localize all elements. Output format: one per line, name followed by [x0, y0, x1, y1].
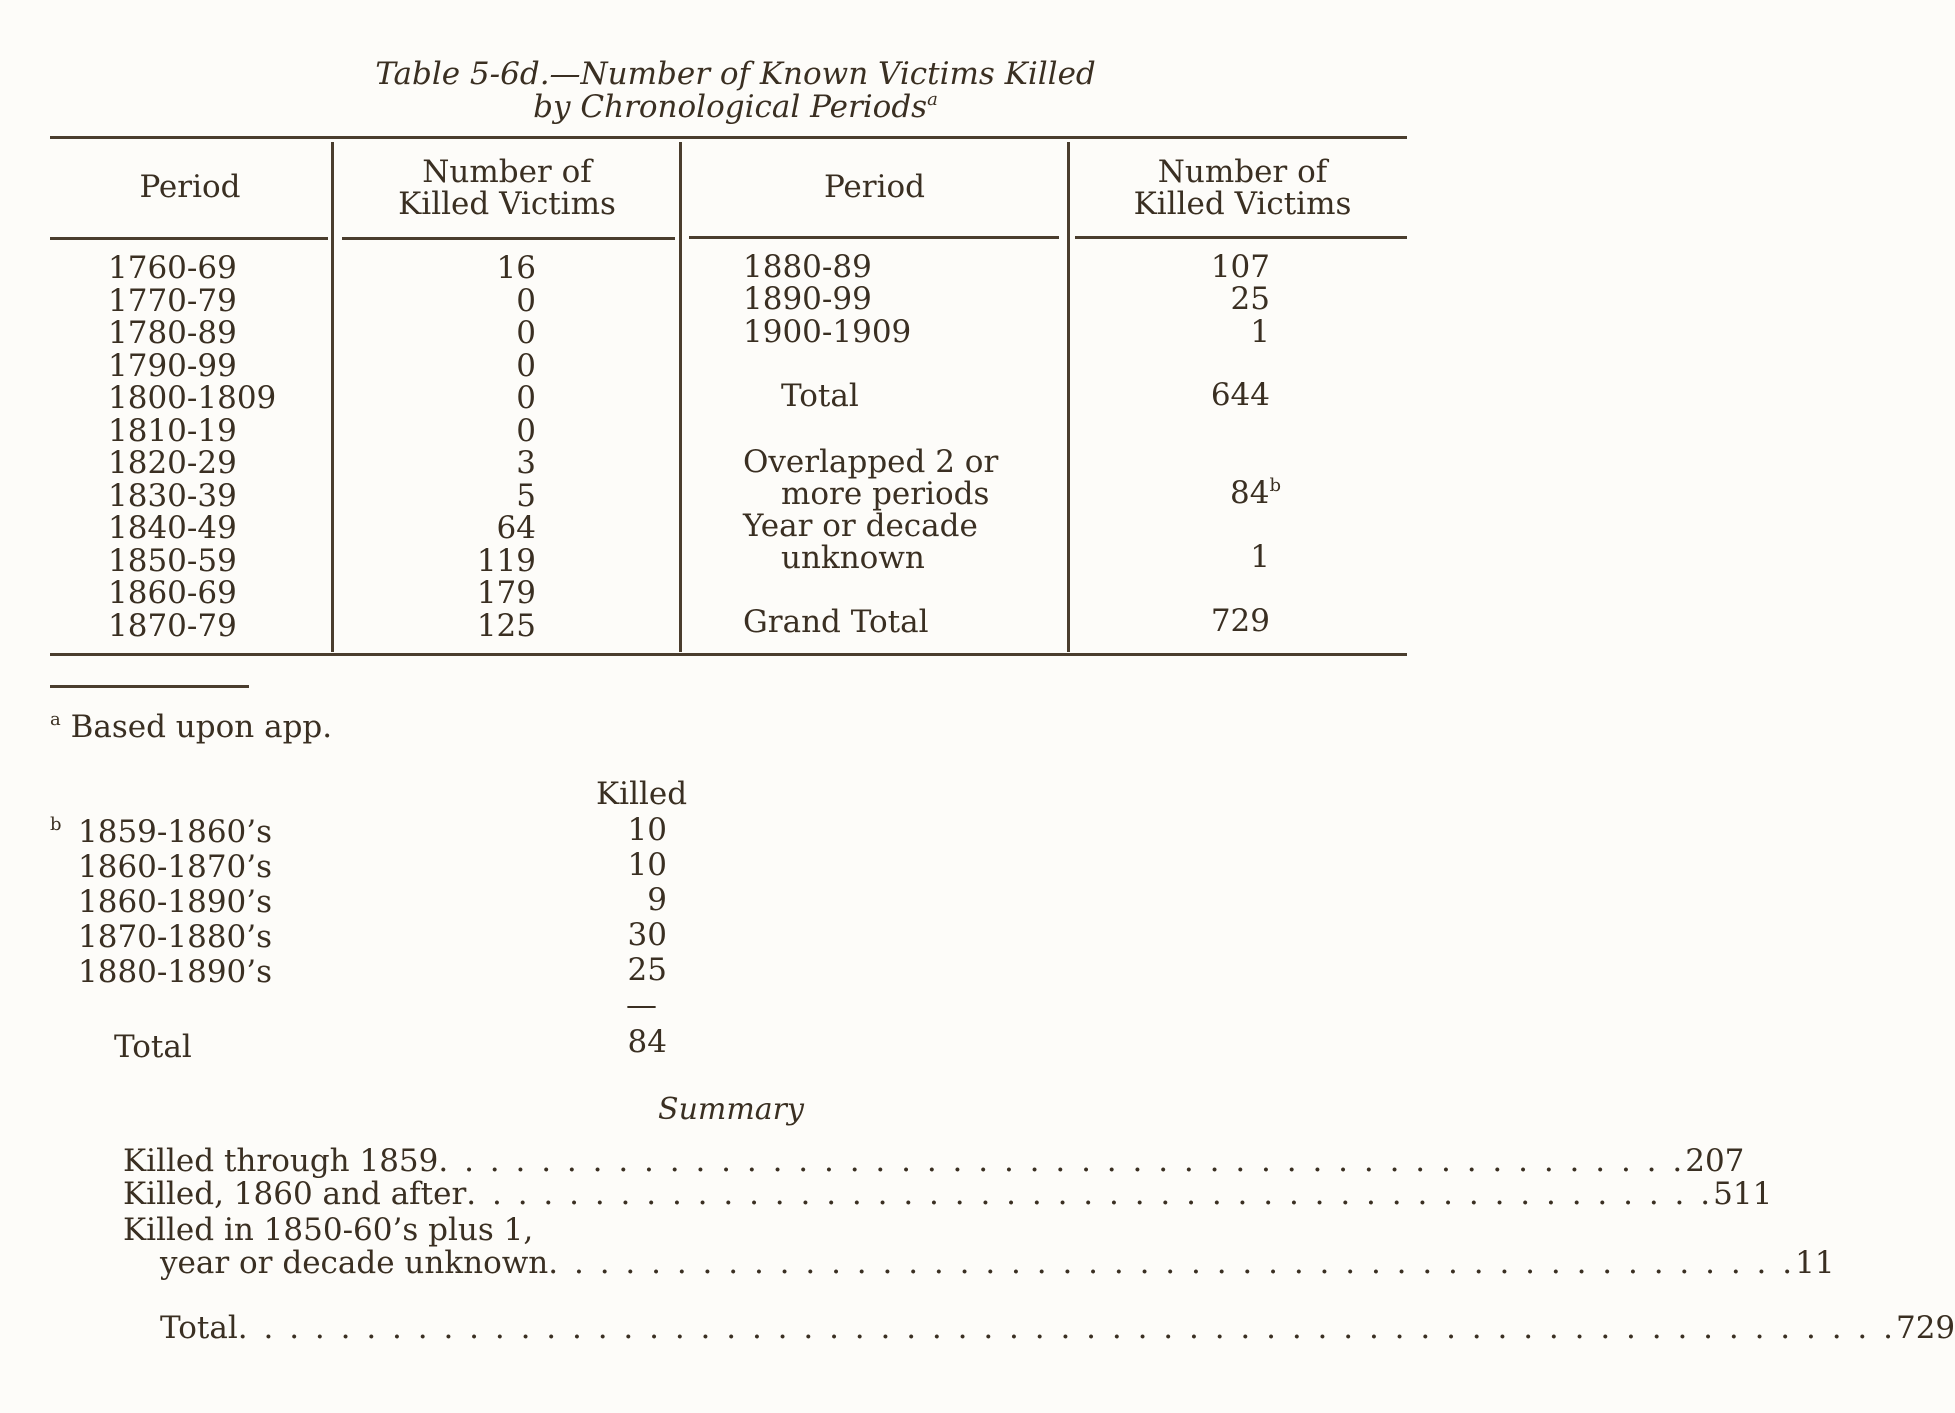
- table-row-killed: 0: [516, 282, 536, 319]
- footnote-b-total-value: 84: [627, 1024, 667, 1060]
- table-row-period: 1800-1809: [108, 380, 277, 416]
- footnote-a: $^a$ Based upon app.: [50, 709, 333, 745]
- table-row-killed: 3: [516, 445, 536, 481]
- table-row-period: 1900-1909: [743, 314, 912, 350]
- footnote-b-values: [600, 813, 667, 988]
- header-rule: [689, 236, 1059, 239]
- list-item-value: 9: [647, 882, 667, 918]
- summary-row: year or decade unknown . . . . . . . . . . . . . . . . . . . . . . . . . . . . . . . . . . . . . . . . . . . . . . . . . 11: [160, 1245, 1835, 1281]
- table-row-killed: 0: [516, 347, 536, 384]
- dot-leader: . . . . . . . . . . . . . . . . . . . . . . . . . . . . . . . . . . . . . . . . . . . . . . . . .: [466, 1176, 1714, 1212]
- footnote-b-marker: b: [50, 814, 62, 835]
- overlap-value: 84$^b$: [1230, 475, 1281, 511]
- list-item: 1870-1880’s: [78, 919, 273, 955]
- table-row-period: 1860-69: [108, 575, 237, 611]
- total-label: Total: [781, 378, 859, 414]
- table-row-period: 1840-49: [108, 510, 237, 546]
- footnote-b-total-label: Total: [114, 1029, 192, 1065]
- table-row-killed: 25: [1230, 281, 1270, 317]
- list-item-value: 10: [627, 812, 667, 848]
- table-row-killed: 0: [516, 412, 536, 449]
- summary-row-label-line1: Killed in 1850-60’s plus 1,: [123, 1212, 534, 1248]
- left-killed-column: [430, 252, 536, 642]
- table-row-period: 1760-69: [108, 250, 237, 286]
- header-killed-right: Number of Killed Victims: [1133, 154, 1352, 222]
- table-row-period: 1830-39: [108, 477, 237, 514]
- header-rule: [50, 237, 328, 240]
- list-item: 1860-1870’s: [78, 849, 273, 885]
- table-row-killed: 119: [476, 542, 536, 579]
- table-row-killed: 5: [516, 477, 536, 514]
- list-item: 1860-1890’s: [78, 884, 273, 920]
- footnote-divider: [50, 685, 249, 688]
- dot-leader: . . . . . . . . . . . . . . . . . . . . . . . . . . . . . . . . . . . . . . . . . . . . . . . . .: [548, 1245, 1796, 1281]
- table-row-period: 1870-79: [108, 607, 237, 644]
- header-rule: [342, 237, 675, 240]
- table-row-period: 1820-29: [108, 445, 237, 481]
- footnote-b-marker: b: [1269, 475, 1281, 496]
- table-row-period: 1790-99: [108, 347, 237, 384]
- list-item-value: 25: [627, 952, 667, 988]
- overlap-label: Overlapped 2 or: [743, 444, 999, 480]
- summary-row: Killed, 1860 and after . . . . . . . . . . . . . . . . . . . . . . . . . . . . . . . . . . . . . . . . . . . . . . . . . 511: [123, 1176, 1773, 1212]
- table-top-rule: [50, 136, 1407, 139]
- list-item: 1859-1860’s: [78, 814, 273, 850]
- unknown-value: 1: [1250, 539, 1270, 575]
- header-period-right: Period: [823, 169, 926, 205]
- unknown-label: Year or decade: [743, 508, 978, 544]
- table-row-killed: 107: [1210, 249, 1270, 285]
- left-period-column: [108, 252, 276, 642]
- table-row-period: 1890-99: [743, 281, 872, 317]
- table-row-killed: 0: [516, 380, 536, 416]
- table-row-killed: 16: [496, 250, 536, 286]
- footnote-a-marker: a: [927, 89, 938, 110]
- grand-total-label: Grand Total: [743, 604, 929, 640]
- table-row-period: 1770-79: [108, 282, 237, 319]
- table-title-line2: by Chronological Periods$^a$: [533, 89, 938, 125]
- footnote-b-periods: [78, 815, 272, 990]
- grand-total-value: 729: [1210, 603, 1270, 639]
- dot-leader: . . . . . . . . . . . . . . . . . . . . . . . . . . . . . . . . . . . . . . . . . . . . . . . . .: [438, 1143, 1686, 1179]
- list-item: 1880-1890’s: [78, 954, 273, 990]
- table-row-killed: 0: [516, 315, 536, 351]
- table-title: Table 5-6d.—Number of Known Victims Killed: [375, 56, 1096, 92]
- footnote-b-dash: —: [626, 987, 657, 1023]
- overlap-label-line2: more periods: [781, 476, 990, 512]
- table-bottom-rule: [50, 653, 1407, 656]
- unknown-label-line2: unknown: [781, 540, 925, 576]
- summary-row: Killed through 1859 . . . . . . . . . . . . . . . . . . . . . . . . . . . . . . . . . . . . . . . . . . . . . . . . . 207: [123, 1143, 1745, 1179]
- header-killed-left: Number of Killed Victims: [398, 154, 616, 222]
- header-rule: [1075, 236, 1407, 239]
- table-row-period: 1810-19: [108, 412, 237, 449]
- footnote-b-header: Killed: [596, 776, 688, 812]
- dot-leader: . . . . . . . . . . . . . . . . . . . . . . . . . . . . . . . . . . . . . . . . . . . . . . . . . . . . . . . . . . . . . . . . .: [237, 1310, 1896, 1346]
- list-item-value: 30: [627, 917, 667, 953]
- table-row-period: 1850-59: [108, 542, 237, 579]
- total-value: 644: [1210, 377, 1270, 413]
- summary-heading: Summary: [658, 1092, 804, 1127]
- table-row-killed: 179: [476, 575, 536, 611]
- summary-total-row: Total . . . . . . . . . . . . . . . . . . . . . . . . . . . . . . . . . . . . . . . . . . . . . . . . . . . . . . . . . . . . . . . . . 729: [160, 1310, 1955, 1346]
- table-row-period: 1880-89: [743, 249, 872, 285]
- table-row-killed: 125: [476, 607, 536, 644]
- list-item-value: 10: [627, 847, 667, 883]
- table-row-killed: 1: [1250, 314, 1270, 350]
- table-row-period: 1780-89: [108, 315, 237, 351]
- header-period-left: Period: [139, 169, 241, 205]
- table-row-killed: 64: [496, 510, 536, 546]
